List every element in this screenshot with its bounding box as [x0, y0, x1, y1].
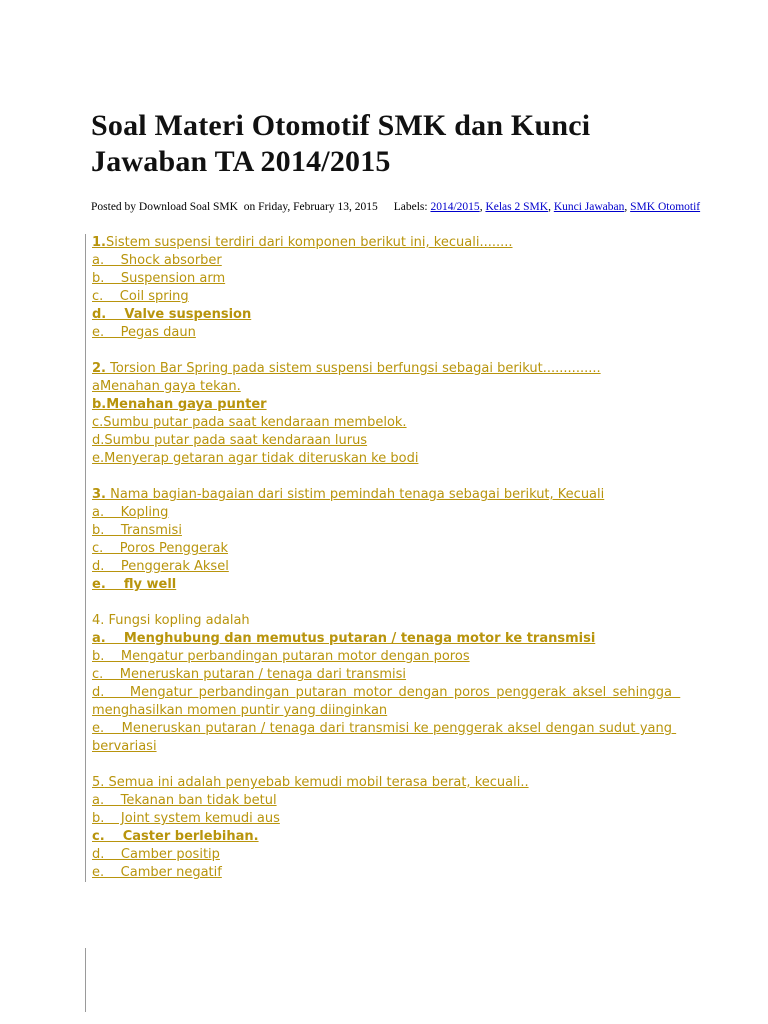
labels-label: Labels:: [393, 201, 431, 213]
question-text: Sistem suspensi terdiri dari komponen berikut ini, kecuali........: [105, 235, 513, 250]
posted-by-text: Posted by Download Soal SMK on Friday, February 13, 2015: [91, 201, 378, 213]
answer-option: a. Menghubung dan memutus putaran / tenaga motor ke transmisi: [92, 631, 596, 646]
labels-list: 2014/2015, Kelas 2 SMK, Kunci Jawaban, SMK Otomotif: [430, 201, 701, 213]
label-link[interactable]: SMK Otomotif: [630, 201, 701, 213]
question-number: 5.: [92, 775, 105, 790]
answer-option: a. Tekanan ban tidak betul: [92, 793, 277, 808]
answer-option: a. Shock absorber: [92, 253, 222, 268]
answer-option: b. Joint system kemudi aus: [92, 811, 280, 826]
question-heading: [92, 234, 672, 252]
question-text: Semua ini adalah penyebab kemudi mobil terasa berat, kecuali..: [104, 775, 529, 790]
question-text: Fungsi kopling adalah: [104, 613, 250, 628]
labels-group: [394, 201, 700, 213]
answer-option: b.Menahan gaya punter: [92, 397, 267, 412]
question-block: [92, 774, 672, 882]
post-title-line-1: Soal Materi Otomotif SMK dan Kunci: [91, 109, 591, 142]
question-heading: [92, 774, 672, 792]
question-block: [92, 612, 681, 756]
question-number: 3.: [92, 487, 106, 502]
post-meta: [91, 200, 701, 228]
answer-option: c. Meneruskan putaran / tenaga dari transmisi: [92, 667, 407, 682]
answer-option: d. Camber positip: [92, 847, 220, 862]
answer-option: b. Transmisi: [92, 523, 182, 538]
post-body: [85, 234, 681, 882]
answer-option: d.Sumbu putar pada saat kendaraan lurus: [92, 433, 368, 448]
question-block: [92, 486, 672, 594]
answer-option: c. Poros Penggerak: [92, 541, 229, 556]
answer-option: c. Caster berlebihan.: [92, 829, 259, 844]
question-block: [92, 360, 672, 468]
answer-option: e. Pegas daun: [92, 325, 196, 340]
answer-option: e. Meneruskan putaran / tenaga dari transmisi ke penggerak aksel dengan sudut yang bervariasi: [92, 721, 677, 754]
question-heading: [92, 486, 672, 504]
answer-option: aMenahan gaya tekan.: [92, 379, 241, 394]
question-number: 1.: [92, 235, 106, 250]
answer-option: c. Coil spring: [92, 289, 189, 304]
question-text: Nama bagian-bagaian dari sistim pemindah tenaga sebagai berikut, Kecuali: [105, 487, 605, 502]
answer-option: d. Valve suspension: [92, 307, 252, 322]
label-link[interactable]: Kelas 2 SMK: [485, 201, 549, 213]
questions: [92, 234, 681, 882]
page-edge-line: [85, 948, 86, 1012]
question-block: [92, 234, 672, 342]
question-heading: [92, 360, 672, 378]
answer-option: a. Kopling: [92, 505, 169, 520]
answer-option: e. Camber negatif: [92, 865, 222, 880]
question-number: 4.: [92, 613, 105, 628]
label-link[interactable]: Kunci Jawaban: [553, 201, 625, 213]
question-heading: [92, 612, 672, 630]
answer-option: b. Mengatur perbandingan putaran motor dengan poros: [92, 649, 470, 664]
label-link[interactable]: 2014/2015: [430, 201, 480, 213]
answer-option: d. Penggerak Aksel: [92, 559, 229, 574]
answer-option: e. fly well: [92, 577, 177, 592]
question-number: 2.: [92, 361, 106, 376]
answer-option: d. Mengatur perbandingan putaran motor dengan poros penggerak aksel sehingga menghasilkan momen puntir yang diinginkan: [92, 685, 681, 718]
answer-option: e.Menyerap getaran agar tidak diteruskan ke bodi: [92, 451, 419, 466]
answer-option: c.Sumbu putar pada saat kendaraan membelok.: [92, 415, 407, 430]
post-title-line-2: Jawaban TA 2014/2015: [91, 145, 391, 178]
post-title: [91, 108, 701, 180]
question-text: Torsion Bar Spring pada sistem suspensi berfungsi sebagai berikut..............: [105, 361, 601, 376]
answer-option: b. Suspension arm: [92, 271, 226, 286]
